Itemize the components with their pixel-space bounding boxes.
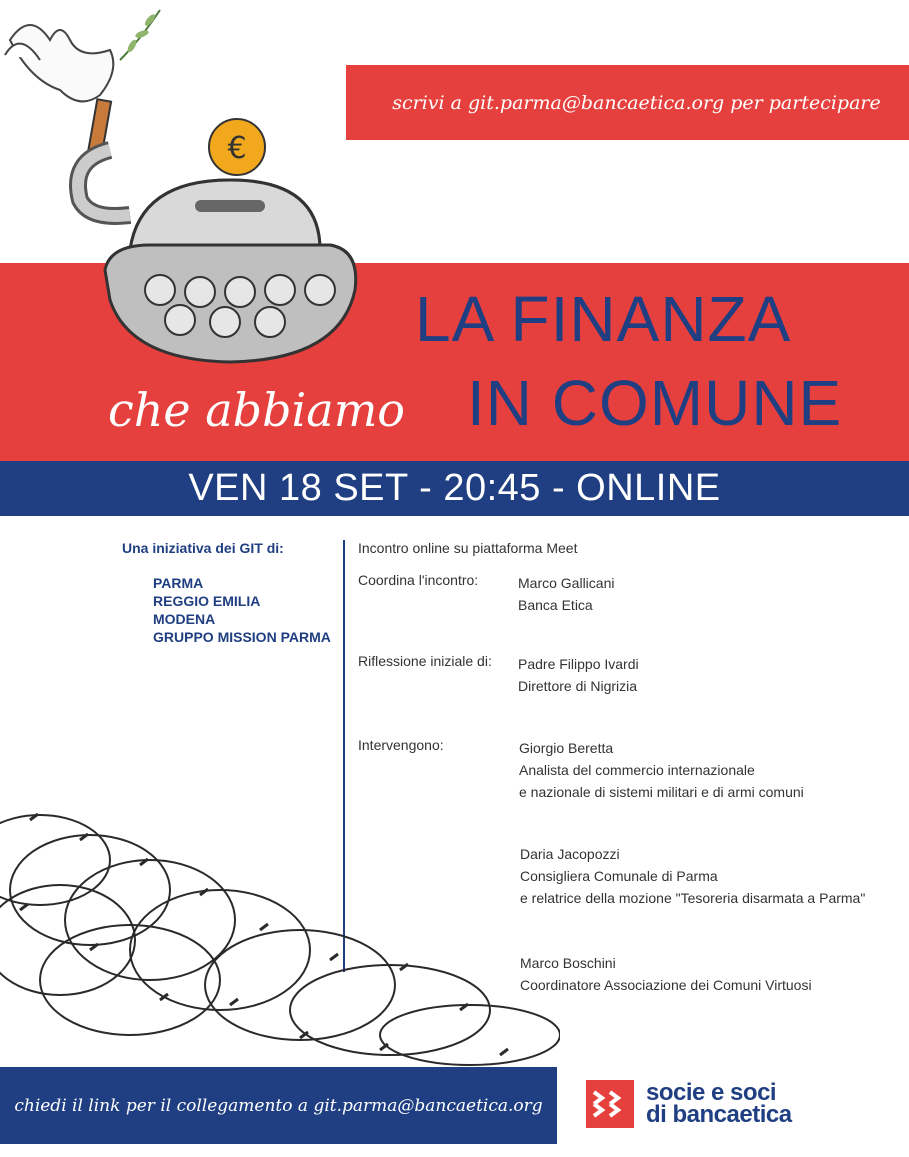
initiative-heading: Una iniziativa dei GIT di:	[122, 540, 284, 556]
link-request-banner	[0, 1067, 557, 1144]
coordinator-label: Coordina l'incontro:	[358, 572, 479, 588]
participation-text: scrivi a git.parma@bancaetica.org per partecipare	[392, 91, 881, 114]
svg-text:€: €	[227, 131, 247, 166]
group-item: GRUPPO MISSION PARMA	[153, 629, 331, 645]
group-item: REGGIO EMILIA	[153, 593, 261, 609]
coordinator-role: Banca Etica	[518, 597, 593, 613]
speaker3-role: Coordinatore Associazione dei Comuni Virtuosi	[520, 977, 812, 993]
opening-name: Padre Filippo Ivardi	[518, 656, 639, 672]
speaker1-role: Analista del commercio internazionale	[519, 762, 755, 778]
speakers-label: Intervengono:	[358, 737, 444, 753]
participation-banner	[346, 65, 909, 140]
title-line-2: IN COMUNE	[467, 367, 843, 439]
coordinator-name: Marco Gallicani	[518, 575, 615, 591]
title-line-1: LA FINANZA	[415, 283, 792, 355]
speaker2-name: Daria Jacopozzi	[520, 846, 620, 862]
speaker2-role: Consigliera Comunale di Parma	[520, 868, 718, 884]
opening-role: Direttore di Nigrizia	[518, 678, 638, 694]
tank-overlay	[0, 0, 380, 370]
speaker1-name: Giorgio Beretta	[519, 740, 614, 756]
speaker3-name: Marco Boschini	[520, 955, 616, 971]
logo-line-1: socie e soci	[646, 1079, 777, 1106]
program-intro: Incontro online su piattaforma Meet	[358, 540, 578, 556]
opening-label: Riflessione iniziale di:	[358, 653, 492, 669]
bancaetica-logo-mark	[586, 1080, 634, 1128]
initiative-groups	[153, 574, 331, 646]
event-date-bar	[0, 461, 909, 516]
barbed-wire-image	[0, 800, 560, 1070]
link-request-text: chiedi il link per il collegamento a git.parma@bancaetica.org	[14, 1095, 543, 1116]
logo-line-2: di bancaetica	[646, 1101, 792, 1128]
speaker2-role: e relatrice della mozione "Tesoreria disarmata a Parma"	[520, 890, 866, 906]
initiative-section	[122, 540, 331, 646]
bancaetica-logo	[586, 1080, 792, 1128]
title-script: che abbiamo	[108, 383, 406, 437]
event-date-text: VEN 18 SET - 20:45 - ONLINE	[188, 467, 721, 509]
group-item: MODENA	[153, 611, 216, 627]
logo-chevrons-icon	[586, 1080, 634, 1128]
group-item: PARMA	[153, 575, 204, 591]
speaker1-role: e nazionale di sistemi militari e di armi comuni	[519, 784, 804, 800]
